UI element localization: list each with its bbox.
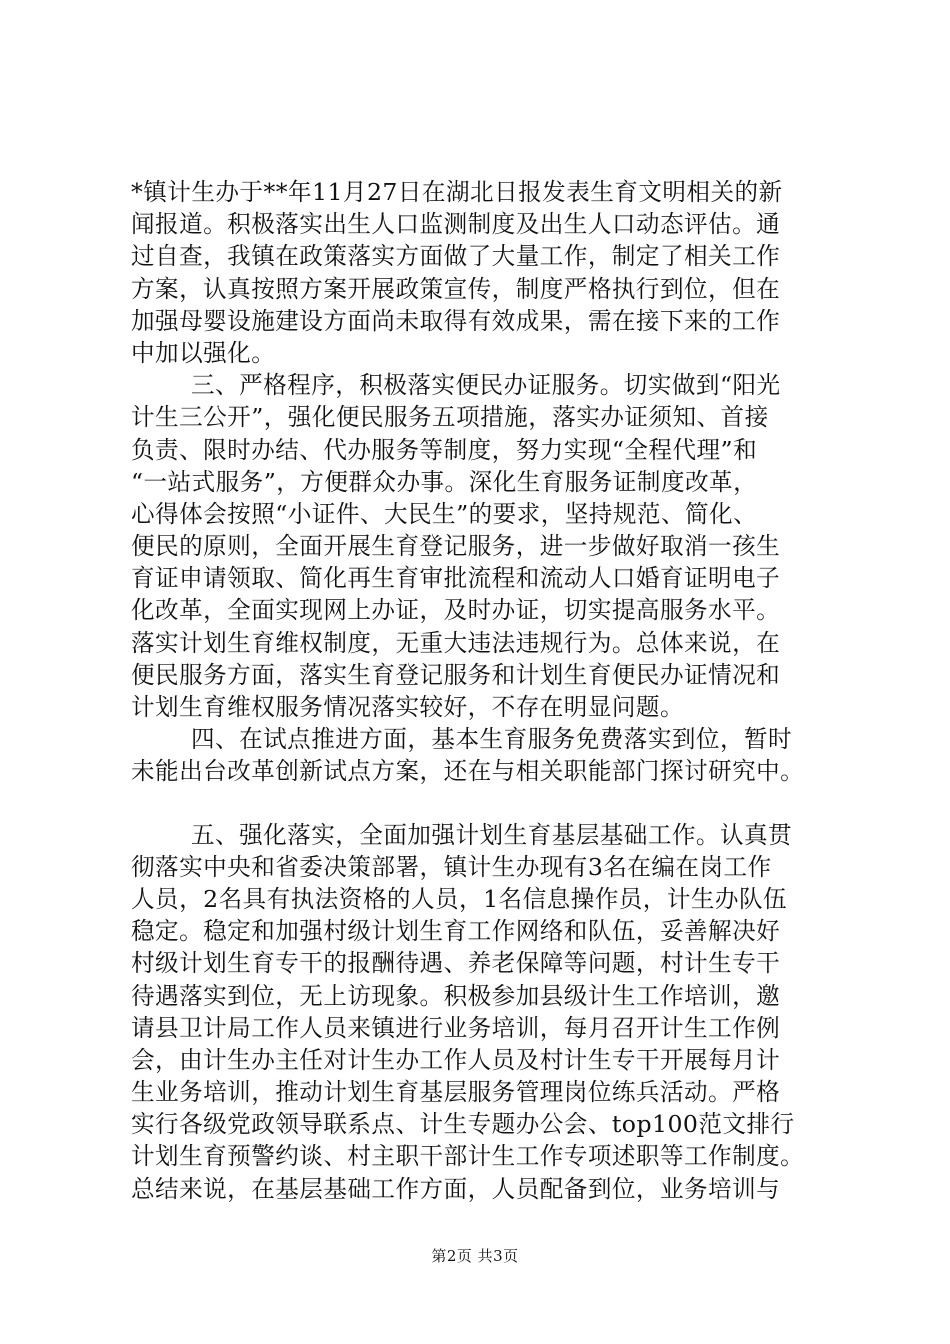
text-line: 负责、限时办结、代办服务等制度，努力实现“全程代理”和: [131, 435, 758, 464]
text-line: 五、强化落实，全面加强计划生育基层基础工作。认真贯: [191, 820, 793, 849]
text-line: 总结来说，在基层基础工作方面，人员配备到位，业务培训与: [131, 1174, 781, 1203]
text-line: 便民的原则，全面开展生育登记服务，进一步做好取消一孩生: [131, 532, 781, 561]
text-line: 便民服务方面，落实生育登记服务和计划生育便民办证情况和: [131, 660, 781, 689]
text-line: 彻落实中央和省委决策部署，镇计生办现有3名在编在岗工作: [131, 852, 772, 881]
text-line: 待遇落实到位，无上访现象。积极参加县级计生工作培训，邀: [131, 981, 781, 1010]
paragraph-4: [131, 819, 831, 1205]
text-line: 会，由计生办主任对计生办工作人员及村计生专干开展每月计: [131, 1045, 781, 1074]
text-line: 计划生育维权服务情况落实较好，不存在明显问题。: [131, 693, 685, 721]
text-line: 人员，2名具有执法资格的人员，1名信息操作员，计生办队伍: [131, 884, 788, 913]
text-line: 四、在试点推进方面，基本生育服务免费落实到位，暂时: [191, 725, 793, 754]
text-line: 生业务培训，推动计划生育基层服务管理岗位练兵活动。严格: [131, 1078, 781, 1107]
document-body: [131, 176, 831, 1205]
page-number: 第2页 共3页: [431, 1247, 519, 1265]
text-line: 育证申请领取、简化再生育审批流程和流动人口婚育证明电子: [131, 564, 781, 593]
text-line: 三、严格程序，积极落实便民办证服务。切实做到“阳光: [191, 371, 781, 400]
text-line: 加强母婴设施建设方面尚未取得有效成果，需在接下来的工作: [131, 306, 781, 335]
text-line: 闻报道。积极落实出生人口监测制度及出生人口动态评估。通: [131, 210, 781, 239]
text-line: 计生三公开”，强化便民服务五项措施，落实办证须知、首接: [131, 403, 769, 432]
paragraph-1: [131, 176, 831, 369]
text-line: 化改革，全面实现网上办证，及时办证，切实提高服务水平。: [131, 596, 781, 625]
text-line: *镇计生办于**年11月27日在湖北日报发表生育文明相关的新: [131, 178, 783, 206]
text-line: 请县卫计局工作人员来镇进行业务培训，每月召开计生工作例: [131, 1013, 781, 1042]
text-line: 村级计划生育专干的报酬待遇、养老保障等问题，村计生专干: [131, 949, 781, 978]
paragraph-spacer: [131, 788, 831, 819]
text-line: 中加以强化。: [131, 338, 276, 367]
text-line: 过自查，我镇在政策落实方面做了大量工作，制定了相关工作: [131, 242, 781, 271]
text-line: 方案，认真按照方案开展政策宣传，制度严格执行到位，但在: [131, 274, 781, 303]
text-line: 落实计划生育维权制度，无重大违法违规行为。总体来说，在: [131, 628, 781, 657]
text-line: 稳定。稳定和加强村级计划生育工作网络和队伍，妥善解决好: [131, 917, 781, 946]
paragraph-2: [131, 369, 831, 723]
text-line: “一站式服务”，方便群众办事。深化生育服务证制度改革，: [131, 467, 758, 496]
text-line: 心得体会按照“小证件、大民生”的要求，坚持规范、简化、: [131, 499, 758, 528]
text-line: 计划生育预警约谈、村主职干部计生工作专项述职等工作制度。: [131, 1142, 805, 1171]
text-line: 实行各级党政领导联系点、计生专题办公会、top100范文排行: [131, 1110, 795, 1139]
text-line: 未能出台改革创新试点方案，还在与相关职能部门探讨研究中。: [131, 757, 805, 786]
page-footer: [0, 1245, 950, 1266]
paragraph-3: [131, 723, 831, 787]
